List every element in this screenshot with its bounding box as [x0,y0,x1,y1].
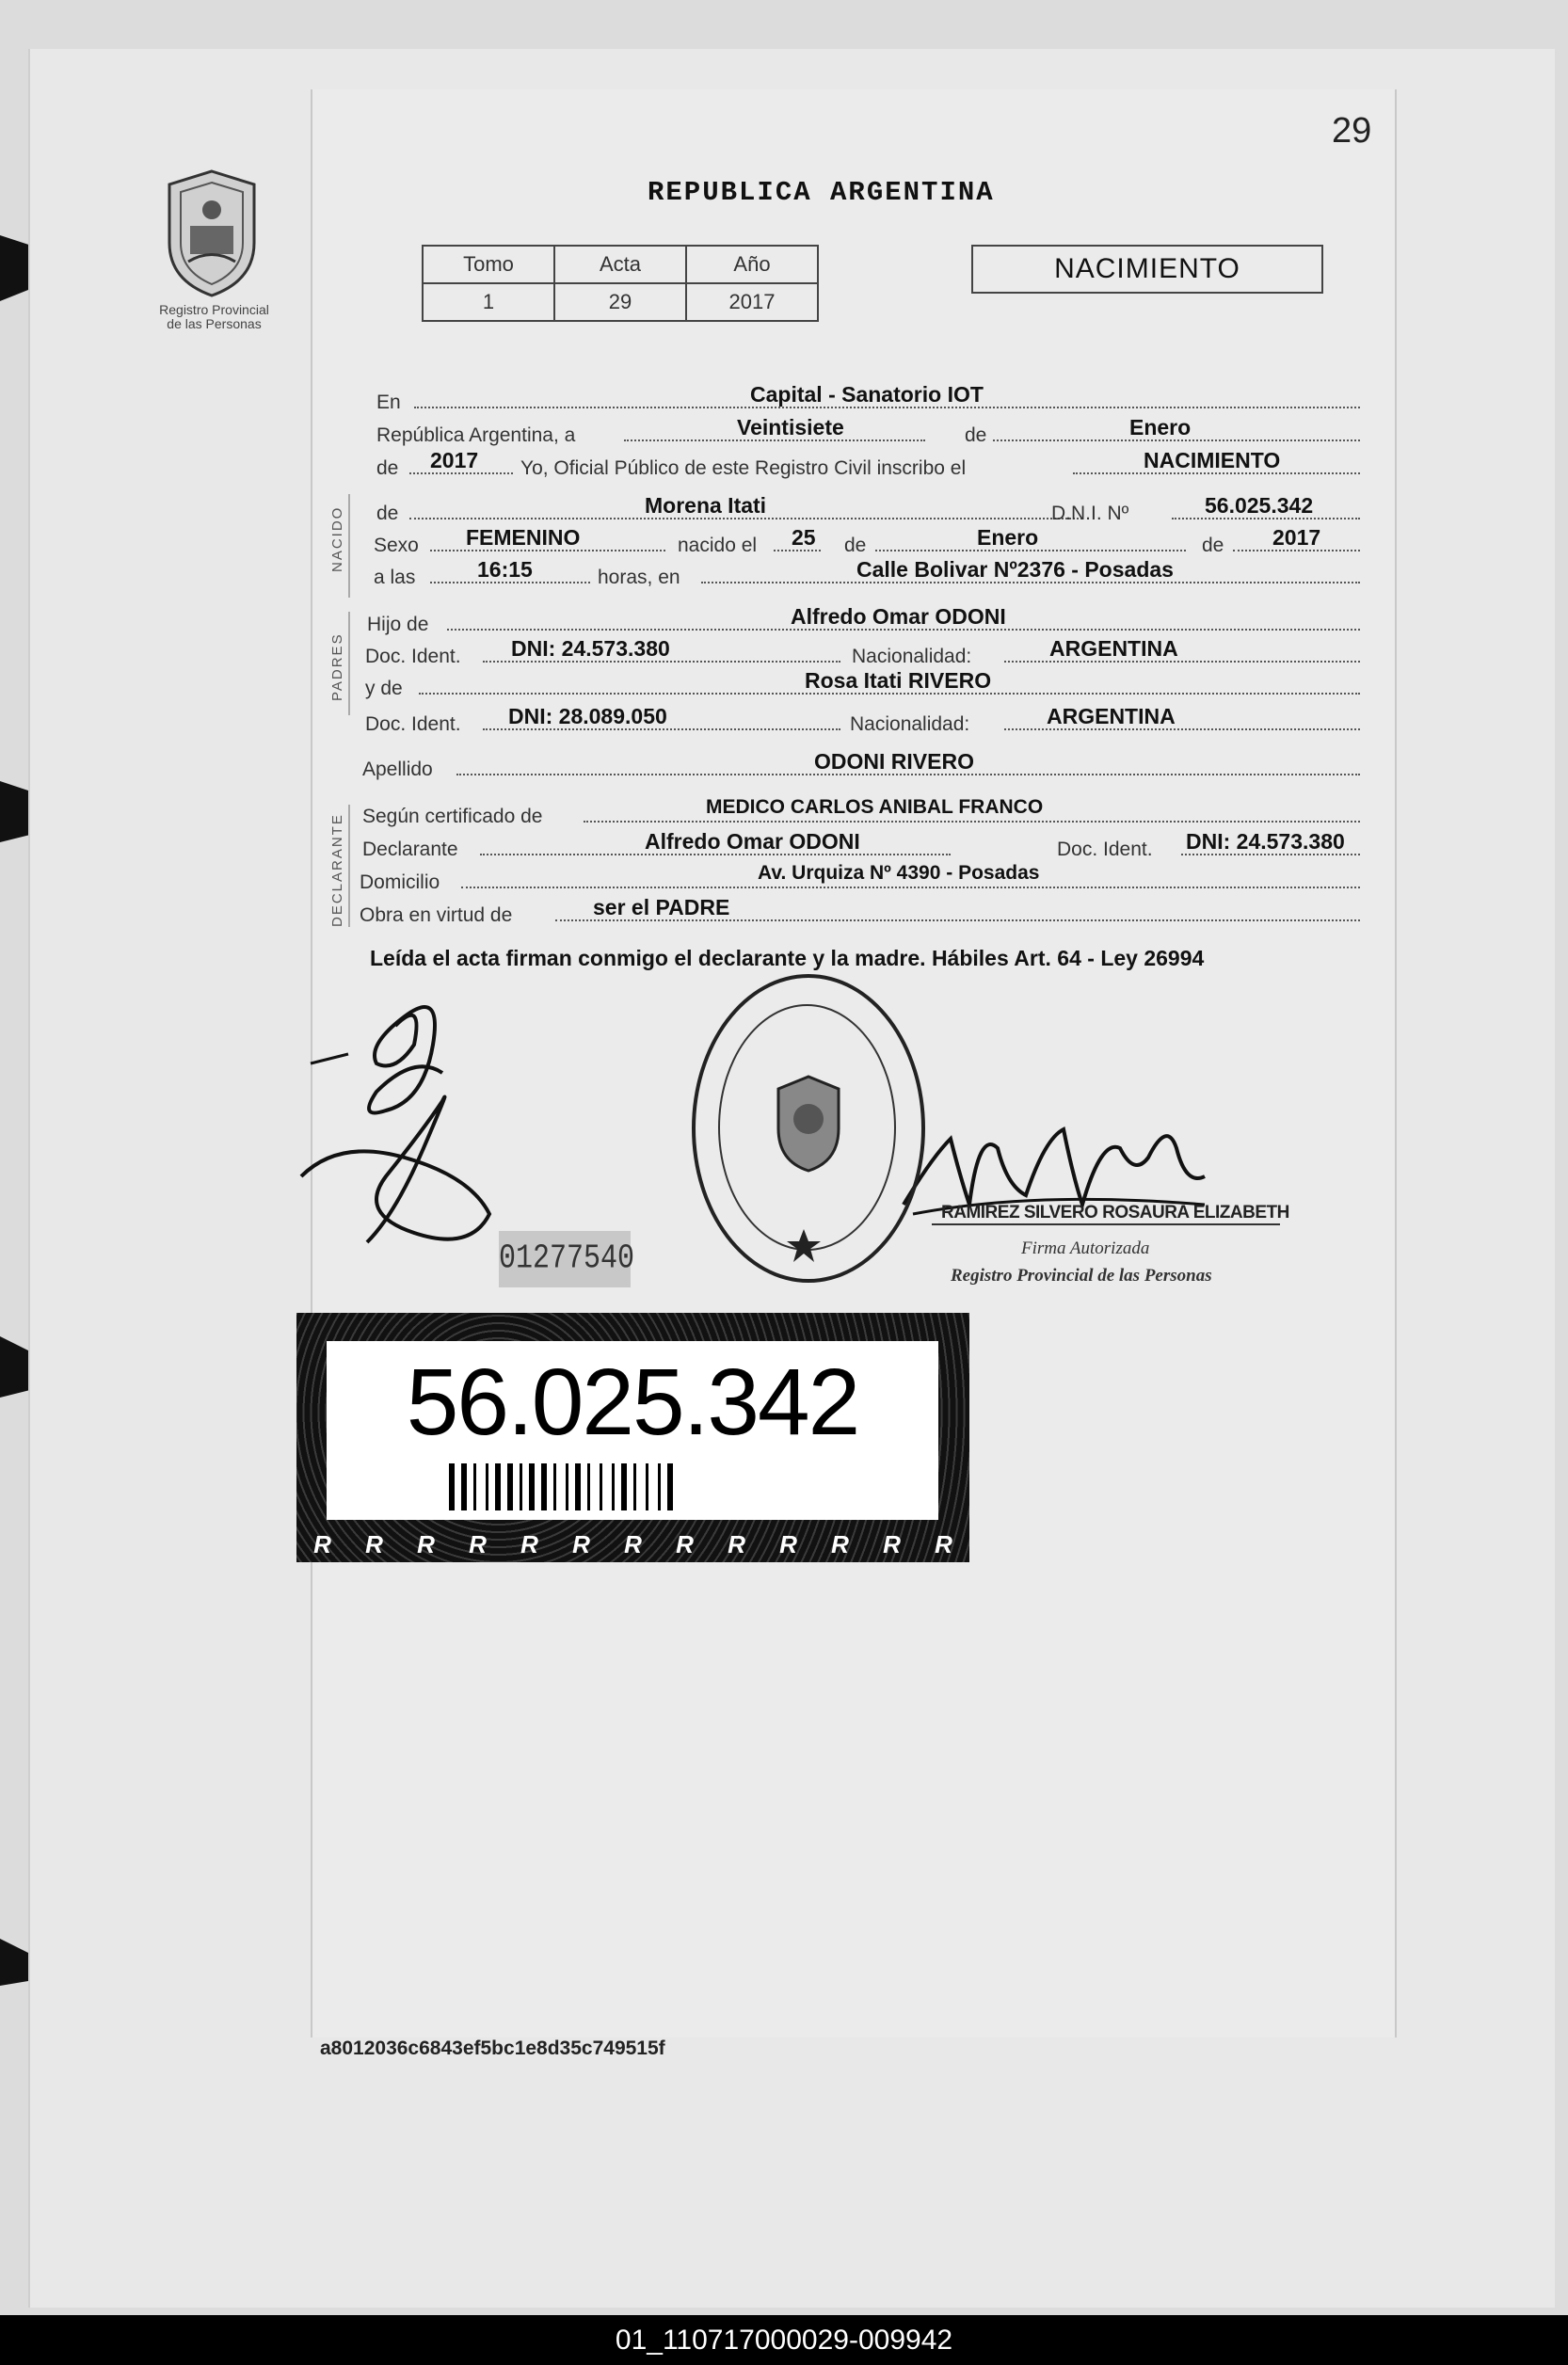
signature-line [932,1223,1280,1225]
value-domicilio: Av. Urquiza Nº 4390 - Posadas [758,862,1040,884]
strip-letter: R [417,1530,435,1558]
value-sexo: FEMENINO [466,525,581,550]
barcode-bar [473,1463,476,1510]
label-nacionalidad: Nacionalidad: [852,646,972,667]
value-obra: ser el PADRE [593,895,730,919]
barcode-bar [541,1463,547,1510]
row-certificado [362,796,1374,832]
strip-letter: R [365,1530,383,1558]
page-number: 29 [1332,111,1372,151]
label-domicilio: Domicilio [360,871,440,893]
barcode-bar [667,1463,673,1510]
legal-text: Leída el acta firman conmigo el declarante y la madre. Hábiles Art. 64 - Ley 26994 [370,946,1205,970]
strip-letter: R [624,1530,642,1558]
barcode-bar [658,1463,661,1510]
footer-file-id: 01_110717000029-009942 [0,2315,1568,2365]
label-en: En [376,392,401,413]
value-birth-year: 2017 [1272,525,1321,550]
declarant-signature-icon [282,988,546,1261]
control-number: 01277540 [499,1231,631,1287]
seal-caption [132,303,296,331]
strip-letter: R [313,1530,331,1558]
record-value-tomo: 1 [423,283,554,321]
value-father-doc: DNI: 24.573.380 [511,636,670,661]
strip-letter: R [676,1530,694,1558]
value-certificado: MEDICO CARLOS ANIBAL FRANCO [706,796,1044,818]
barcode-bar [461,1463,467,1510]
value-name: Morena Itati [645,493,767,518]
barcode-bar [621,1463,627,1510]
value-time: 16:15 [477,557,533,582]
row-mother-doc [362,704,1374,740]
value-apellido: ODONI RIVERO [814,749,974,774]
record-table-value-row [423,283,818,321]
barcode-bar [449,1463,455,1510]
barcode-bar [587,1463,590,1510]
label-obra: Obra en virtud de [360,904,513,926]
label-declarante-doc: Doc. Ident. [1057,839,1153,860]
strip-letter: R [469,1530,487,1558]
label-a-las: a las [374,567,416,588]
section-divider [348,494,350,598]
value-birth-month: Enero [977,525,1039,550]
barcode-bar [507,1463,513,1510]
label-oficial: Yo, Oficial Público de este Registro Civil inscribo el [520,457,967,479]
row-father [362,604,1374,640]
dni-label [296,1313,969,1562]
value-mother-doc: DNI: 28.089.050 [508,704,667,728]
row-time-place [362,557,1374,593]
seal-caption-line: Registro Provincial [159,302,269,317]
section-label-declarante: DECLARANTE [329,813,345,927]
label-birth-de: de [844,535,867,556]
value-father-nat: ARGENTINA [1049,636,1178,661]
record-header-tomo: Tomo [423,246,554,283]
label-declarante: Declarante [362,839,458,860]
dotted-line [584,819,1360,823]
value-month: Enero [1129,415,1192,439]
value-birth-place: Calle Bolivar Nº2376 - Posadas [856,557,1174,582]
row-date [362,415,1374,451]
value-birth-day: 25 [792,525,816,550]
label-doc-ident: Doc. Ident. [365,646,461,667]
barcode-bar [495,1463,501,1510]
barcode-bar [612,1463,615,1510]
record-value-ano: 2017 [686,283,818,321]
record-table [422,245,819,322]
strip-letter: R [520,1530,538,1558]
section-label-nacido: NACIDO [329,505,345,572]
value-father-name: Alfredo Omar ODONI [791,604,1006,629]
strip-letter: R [831,1530,849,1558]
label-hijo-de: Hijo de [367,614,429,635]
row-declarante [362,829,1374,865]
barcode-bar [575,1463,581,1510]
record-table-header-row [423,246,818,283]
provincial-seal-icon [160,168,264,299]
strip-letter: R [728,1530,745,1558]
strip-letter: R [883,1530,901,1558]
row-place [362,382,1374,418]
label-republica: República Argentina, a [376,424,576,446]
record-value-acta: 29 [554,283,686,321]
dni-label-panel [327,1341,938,1520]
value-year: 2017 [430,448,479,472]
value-place: Capital - Sanatorio IOT [750,382,984,407]
label-name: de [376,503,399,524]
stamp-shield-icon [771,1072,846,1175]
label-y-de: y de [365,678,403,699]
registry-stamp [692,974,925,1283]
barcode-bar [633,1463,636,1510]
row-sex-birth [362,525,1374,561]
row-mother [362,668,1374,704]
row-apellido [362,749,1374,785]
label-dni: D.N.I. Nº [1051,503,1129,524]
label-nacionalidad: Nacionalidad: [850,713,970,735]
stamp-star-icon [785,1227,823,1265]
dotted-line [461,885,1360,888]
authority-role: Firma Autorizada [1021,1238,1150,1258]
section-divider [348,805,350,927]
label-sexo: Sexo [374,535,419,556]
barcode-bar [566,1463,568,1510]
label-de: de [965,424,987,446]
barcode-bar [486,1463,488,1510]
row-domicilio [360,862,1374,898]
row-father-doc [362,636,1374,672]
strip-letter: R [779,1530,797,1558]
row-inscription [362,448,1374,484]
seal-caption-line: de las Personas [167,316,262,331]
record-header-acta: Acta [554,246,686,283]
value-inscribe: NACIMIENTO [1144,448,1281,472]
section-label-padres: PADRES [329,632,345,701]
value-dni: 56.025.342 [1205,493,1314,518]
dni-label-strip [296,1527,969,1562]
document-title: REPUBLICA ARGENTINA [648,177,995,208]
value-mother-name: Rosa Itati RIVERO [805,668,992,693]
row-obra [360,895,1374,931]
label-apellido: Apellido [362,759,433,780]
label-doc-ident: Doc. Ident. [365,713,461,735]
barcode-bar [600,1463,602,1510]
barcode-bar [553,1463,556,1510]
dni-label-number: 56.025.342 [406,1350,859,1455]
barcode-bar [520,1463,522,1510]
value-declarante: Alfredo Omar ODONI [645,829,860,854]
barcode-bar [529,1463,535,1510]
value-day-words: Veintisiete [737,415,844,439]
value-mother-nat: ARGENTINA [1047,704,1176,728]
strip-letter: R [572,1530,590,1558]
value-declarante-doc: DNI: 24.573.380 [1186,829,1345,854]
document-hash: a8012036c6843ef5bc1e8d35c749515f [320,2037,665,2059]
section-divider [348,612,350,715]
label-certificado: Según certificado de [362,806,543,827]
authority-name: RAMIREZ SILVERO ROSAURA ELIZABETH [941,1203,1289,1222]
record-type-box: NACIMIENTO [971,245,1323,294]
label-de-year: de [376,457,399,479]
strip-letter: R [935,1530,952,1558]
row-name [362,493,1374,529]
label-horas: horas, en [598,567,680,588]
record-header-ano: Año [686,246,818,283]
barcode-icon [449,1463,825,1510]
label-nacido: nacido el [678,535,758,556]
label-birth-de2: de [1202,535,1224,556]
authority-office: Registro Provincial de las Personas [951,1266,1212,1286]
barcode-bar [646,1463,648,1510]
